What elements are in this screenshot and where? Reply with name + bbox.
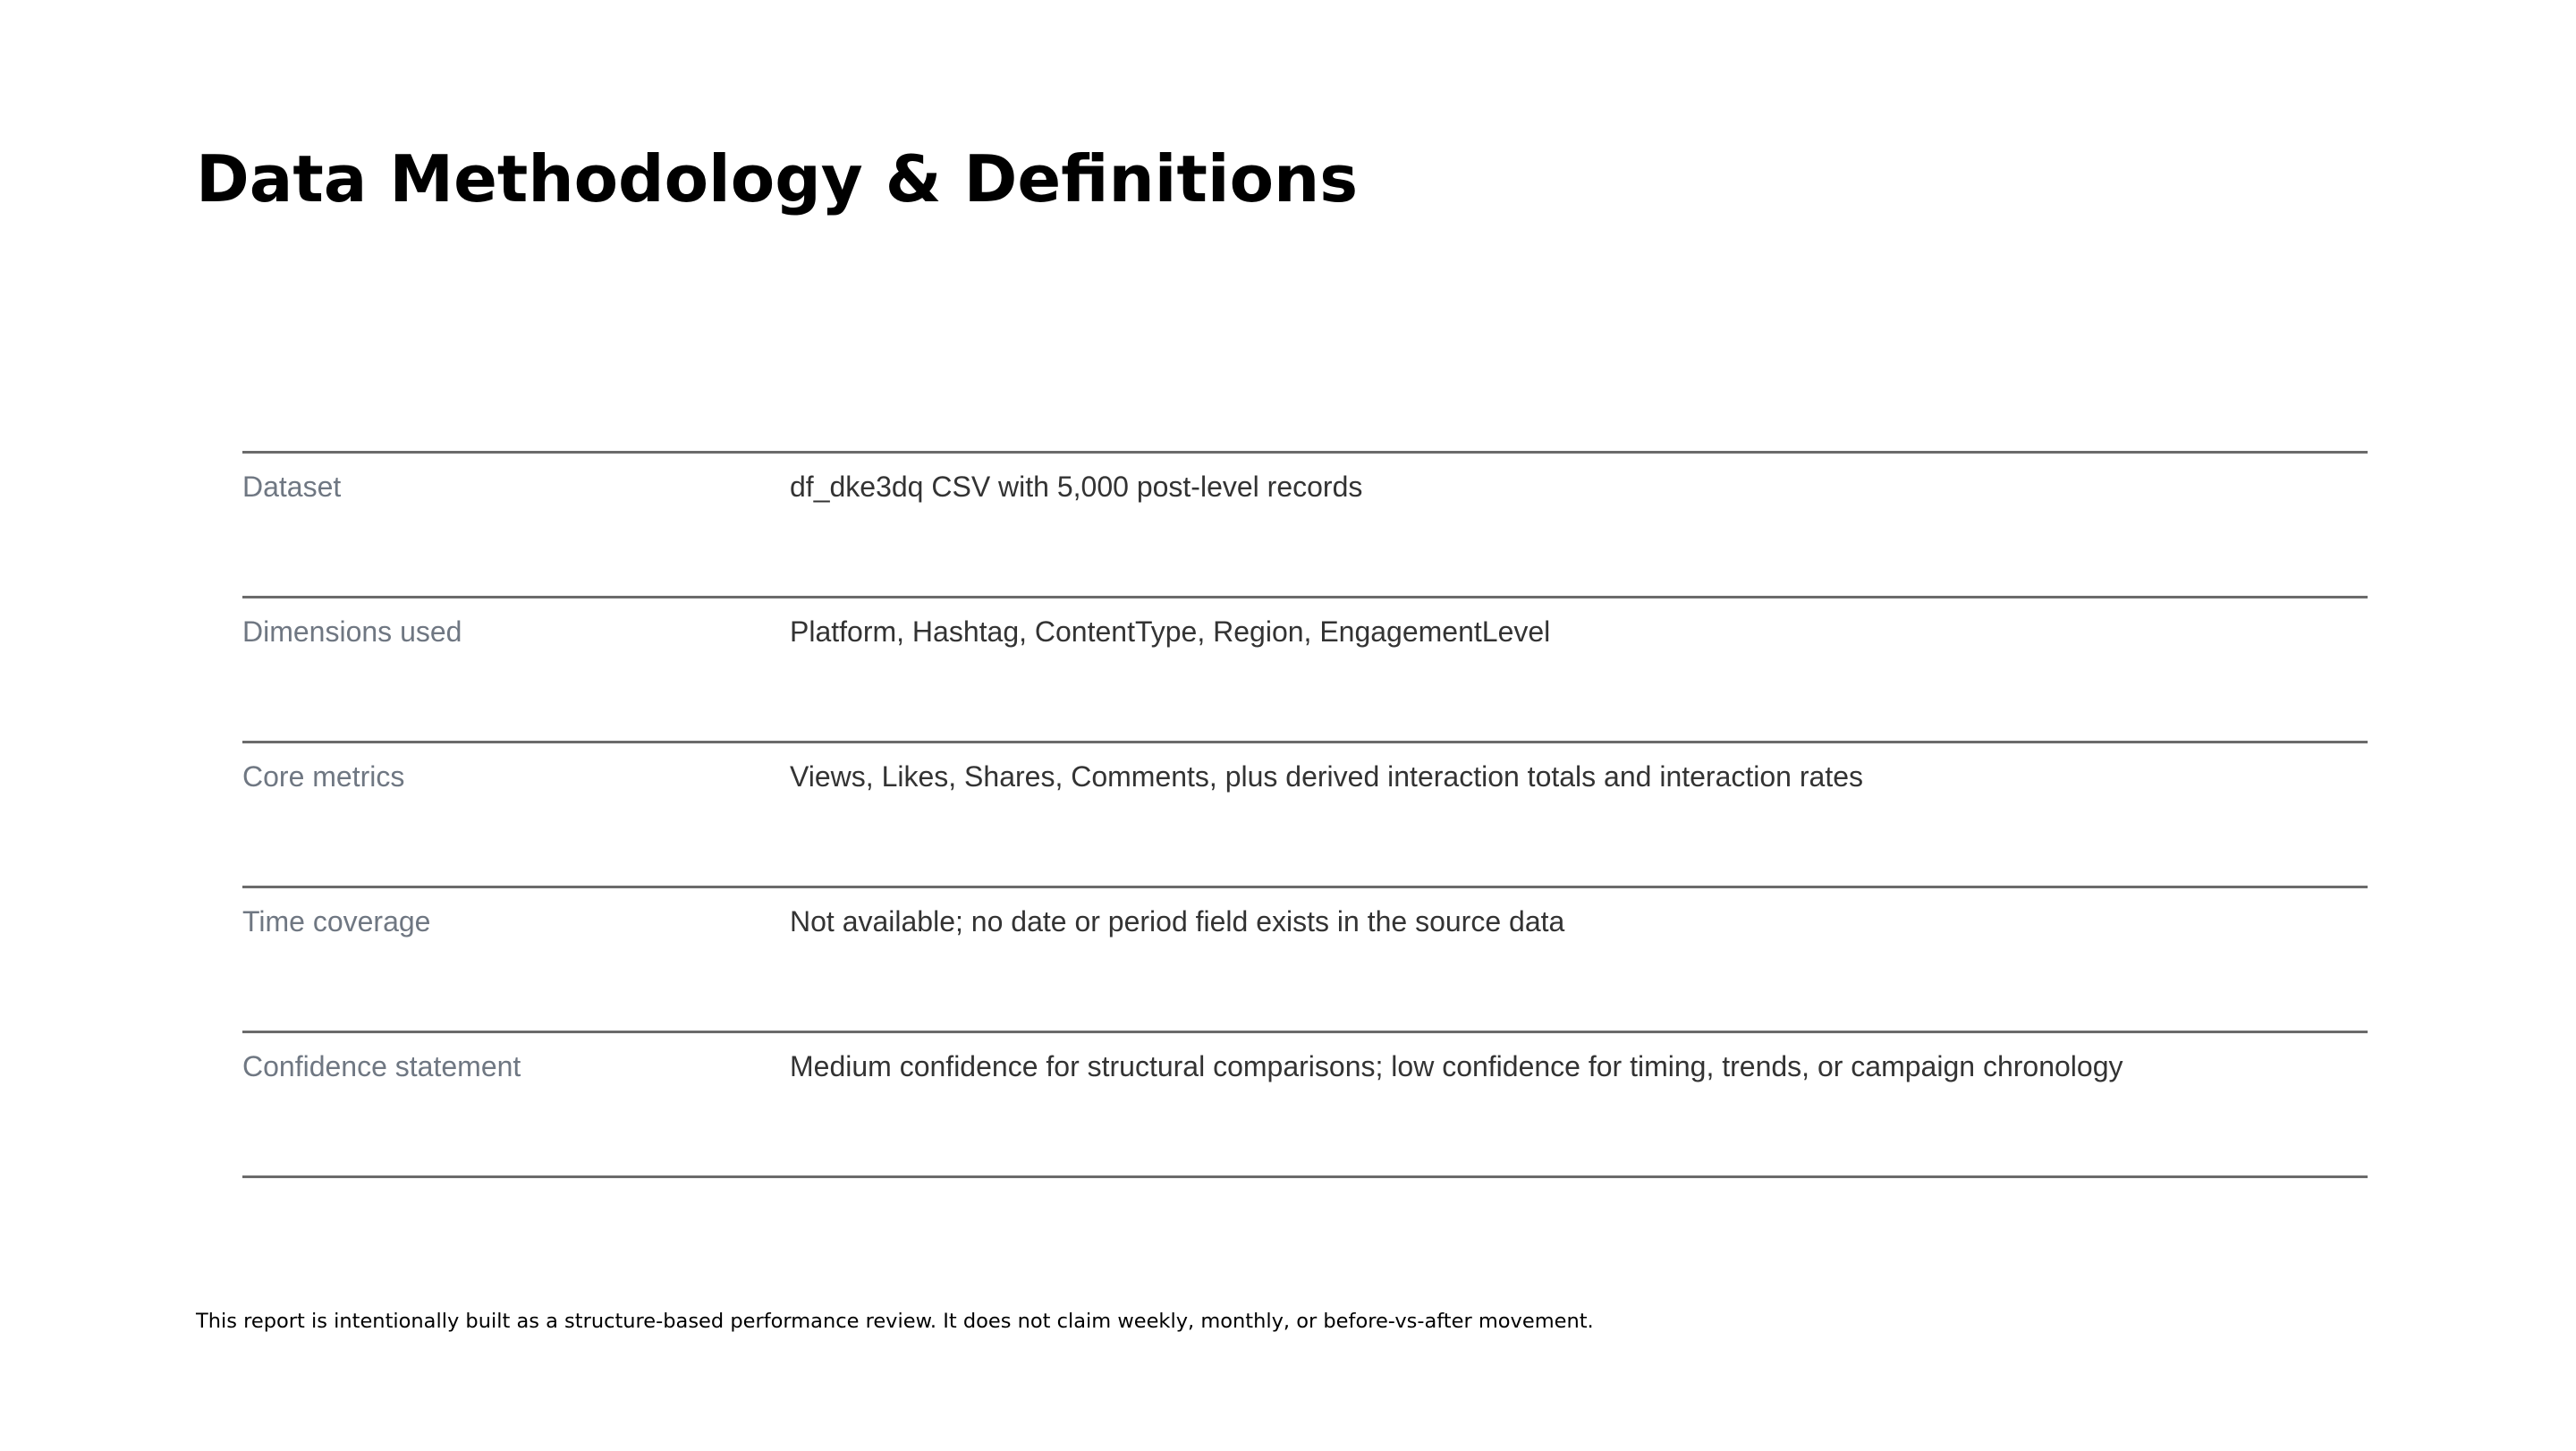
definition-row-confidence <box>242 1033 2368 1178</box>
definitions-table <box>242 451 2368 1178</box>
definition-row-core-metrics <box>242 743 2368 888</box>
definition-row-dataset <box>242 454 2368 598</box>
definition-description: Not available; no date or period field exists in the source data <box>790 905 1565 938</box>
definition-term: Dataset <box>242 471 342 503</box>
definition-row-dimensions <box>242 598 2368 743</box>
definition-description: Platform, Hashtag, ContentType, Region, EngagementLevel <box>790 615 1551 648</box>
slide-title: Data Methodology & Definitions <box>196 141 1359 216</box>
definition-term: Time coverage <box>242 905 431 938</box>
footnote: This report is intentionally built as a structure-based performance review. It does not claim weekly, monthly, or before-vs-after movement. <box>196 1310 1594 1333</box>
definition-description: Medium confidence for structural comparisons; low confidence for timing, trends, or campaign chronology <box>790 1050 2123 1082</box>
definition-term: Confidence statement <box>242 1050 521 1082</box>
definition-term: Core metrics <box>242 760 405 793</box>
definition-description: df_dke3dq CSV with 5,000 post-level records <box>790 471 1363 503</box>
definition-description: Views, Likes, Shares, Comments, plus derived interaction totals and interaction rates <box>790 760 1863 793</box>
definition-term: Dimensions used <box>242 615 462 648</box>
definition-row-time-coverage <box>242 888 2368 1033</box>
